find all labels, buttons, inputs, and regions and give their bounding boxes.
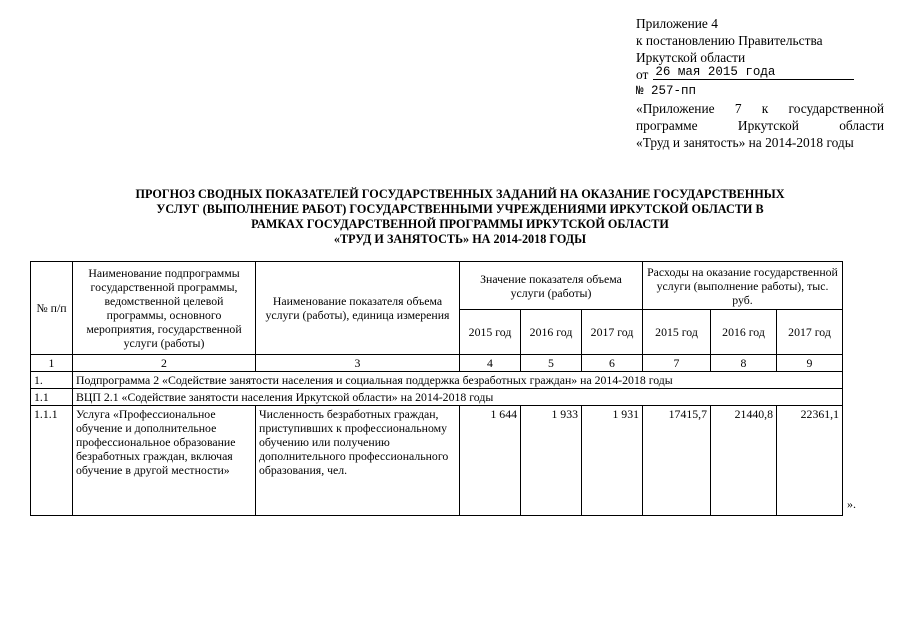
- title-line: «ТРУД И ЗАНЯТОСТЬ» НА 2014-2018 ГОДЫ: [333, 232, 587, 246]
- header-year: 2016 год: [521, 310, 582, 355]
- document-title: [60, 187, 860, 247]
- table-row: [31, 372, 843, 389]
- indicator-name: Численность безработных граждан, приступивших к профессиональному обучению или получению дополнительного профессионального образования, чел.: [256, 406, 460, 516]
- title-line: УСЛУГ (ВЫПОЛНЕНИЕ РАБОТ) ГОСУДАРСТВЕННЫМИ УЧРЕЖДЕНИЯМИ ИРКУТСКОЙ ОБЛАСТИ В: [156, 202, 764, 216]
- table-row: [31, 389, 843, 406]
- cost-2016: 21440,8: [711, 406, 777, 516]
- service-name: Услуга «Профессиональное обучение и дополнительное профессиональное образование безработных граждан, включая обучение в другой местности»: [73, 406, 256, 516]
- column-number: 9: [777, 355, 843, 372]
- date-prefix: от: [636, 67, 649, 82]
- appendix-quote-line: «Приложение 7 к государственной: [636, 101, 884, 116]
- volume-2017: 1 931: [582, 406, 643, 516]
- forecast-table: [30, 261, 843, 516]
- subprogram-title: Подпрограмма 2 «Содействие занятости населения и социальная поддержка безработных граждан» на 2014-2018 годы: [73, 372, 843, 389]
- closing-mark: ».: [847, 497, 856, 511]
- appendix-quote-line: «Труд и занятость» на 2014-2018 годы: [636, 135, 854, 150]
- cost-2017: 22361,1: [777, 406, 843, 516]
- column-number: 5: [521, 355, 582, 372]
- title-line: РАМКАХ ГОСУДАРСТВЕННОЙ ПРОГРАММЫ ИРКУТСКОЙ ОБЛАСТИ: [251, 217, 669, 231]
- date-value: 26 мая 2015 года: [653, 66, 854, 80]
- appendix-line: Иркутской области: [636, 50, 746, 65]
- title-line: ПРОГНОЗ СВОДНЫХ ПОКАЗАТЕЛЕЙ ГОСУДАРСТВЕННЫХ ЗАДАНИЙ НА ОКАЗАНИЕ ГОСУДАРСТВЕННЫХ: [135, 187, 785, 201]
- row-num: 1.: [31, 372, 73, 389]
- volume-2015: 1 644: [460, 406, 521, 516]
- column-number: 7: [643, 355, 711, 372]
- appendix-line: Приложение 4: [636, 16, 718, 31]
- column-number: 3: [256, 355, 460, 372]
- header-year: 2017 год: [582, 310, 643, 355]
- appendix-block: [636, 15, 884, 151]
- row-num: 1.1: [31, 389, 73, 406]
- header-volume-group: Значение показателя объема услуги (работы): [460, 262, 643, 310]
- appendix-quote-line: программе Иркутской области: [636, 118, 884, 133]
- header-name: Наименование подпрограммы государственной программы, ведомственной целевой программы, основного мероприятия, государственной услуги (работы): [73, 262, 256, 355]
- volume-2016: 1 933: [521, 406, 582, 516]
- appendix-number: № 257-пп: [636, 84, 697, 98]
- column-number: 1: [31, 355, 73, 372]
- header-num: № п/п: [31, 262, 73, 355]
- column-number: 2: [73, 355, 256, 372]
- header-year: 2017 год: [777, 310, 843, 355]
- column-number: 6: [582, 355, 643, 372]
- column-number: 8: [711, 355, 777, 372]
- header-year: 2015 год: [460, 310, 521, 355]
- header-year: 2015 год: [643, 310, 711, 355]
- appendix-line: к постановлению Правительства: [636, 33, 823, 48]
- header-cost-group: Расходы на оказание государственной услуги (выполнение работы), тыс. руб.: [643, 262, 843, 310]
- column-number: 4: [460, 355, 521, 372]
- vcp-title: ВЦП 2.1 «Содействие занятости населения Иркутской области» на 2014-2018 годы: [73, 389, 843, 406]
- row-num: 1.1.1: [31, 406, 73, 516]
- table-row: [31, 406, 843, 516]
- header-indicator: Наименование показателя объема услуги (работы), единица измерения: [256, 262, 460, 355]
- header-year: 2016 год: [711, 310, 777, 355]
- appendix-date-line: [636, 66, 884, 83]
- cost-2015: 17415,7: [643, 406, 711, 516]
